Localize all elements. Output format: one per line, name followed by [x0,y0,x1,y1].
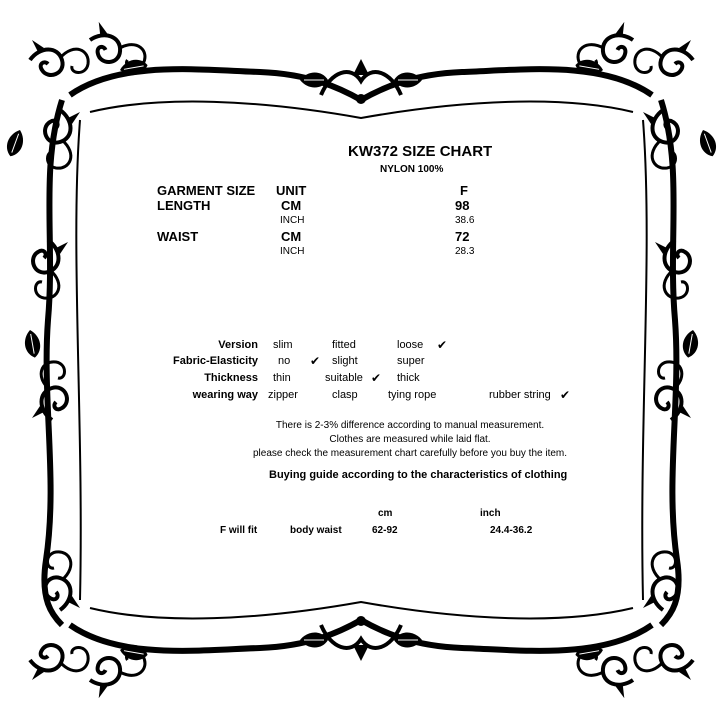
waist-unit-inch: INCH [280,246,305,257]
length-cm-value: 98 [455,198,470,213]
waist-cm-value: 72 [455,229,470,244]
waist-inch-value: 28.3 [455,246,475,257]
wearing-option-tying-rope: tying rope [388,389,437,401]
waist-label: WAIST [157,229,199,244]
unit-header: UNIT [276,183,307,198]
size-f-header: F [460,183,468,198]
guide-col-cm: cm [378,508,393,519]
thickness-label: Thickness [204,372,258,384]
wearing-option-rubber-string: rubber string [489,389,551,401]
guide-row-label: F will fit [220,525,258,536]
thickness-option-suitable: suitable [325,372,363,384]
guide-col-inch: inch [480,508,501,519]
version-option-fitted: fitted [332,339,356,351]
length-label: LENGTH [157,198,211,213]
note-laid-flat: Clothes are measured while laid flat. [329,434,491,445]
check-icon: ✔ [437,338,448,352]
length-unit-cm: CM [281,198,302,213]
chart-title: KW372 SIZE CHART [348,143,493,160]
check-icon: ✔ [310,354,321,368]
elasticity-option-super: super [397,355,425,367]
version-option-slim: slim [273,339,293,351]
wearing-option-zipper: zipper [268,389,298,401]
wearing-option-clasp: clasp [332,389,358,401]
note-difference: There is 2-3% difference according to manual measurement. [275,420,545,431]
buying-guide-title: Buying guide according to the characteristics of clothing [269,469,568,481]
waist-unit-cm: CM [281,229,302,244]
check-icon: ✔ [560,388,571,402]
guide-row-part: body waist [290,525,342,536]
wearing-way-label: wearing way [192,389,258,401]
thickness-option-thin: thin [273,372,291,384]
note-check-chart: please check the measurement chart carefully before you buy the item. [252,448,568,459]
guide-row-inch: 24.4-36.2 [490,525,533,536]
thickness-option-thick: thick [397,372,420,384]
garment-size-header: GARMENT SIZE [157,183,256,198]
elasticity-option-no: no [278,355,291,367]
elasticity-option-slight: slight [332,355,358,367]
version-label: Version [218,339,258,351]
guide-row-cm: 62-92 [372,525,398,536]
elasticity-label: Fabric-Elasticity [173,355,258,367]
material-label: NYLON 100% [380,164,444,175]
length-inch-value: 38.6 [455,215,475,226]
version-option-loose: loose [397,339,424,351]
length-unit-inch: INCH [280,215,305,226]
check-icon: ✔ [371,371,382,385]
